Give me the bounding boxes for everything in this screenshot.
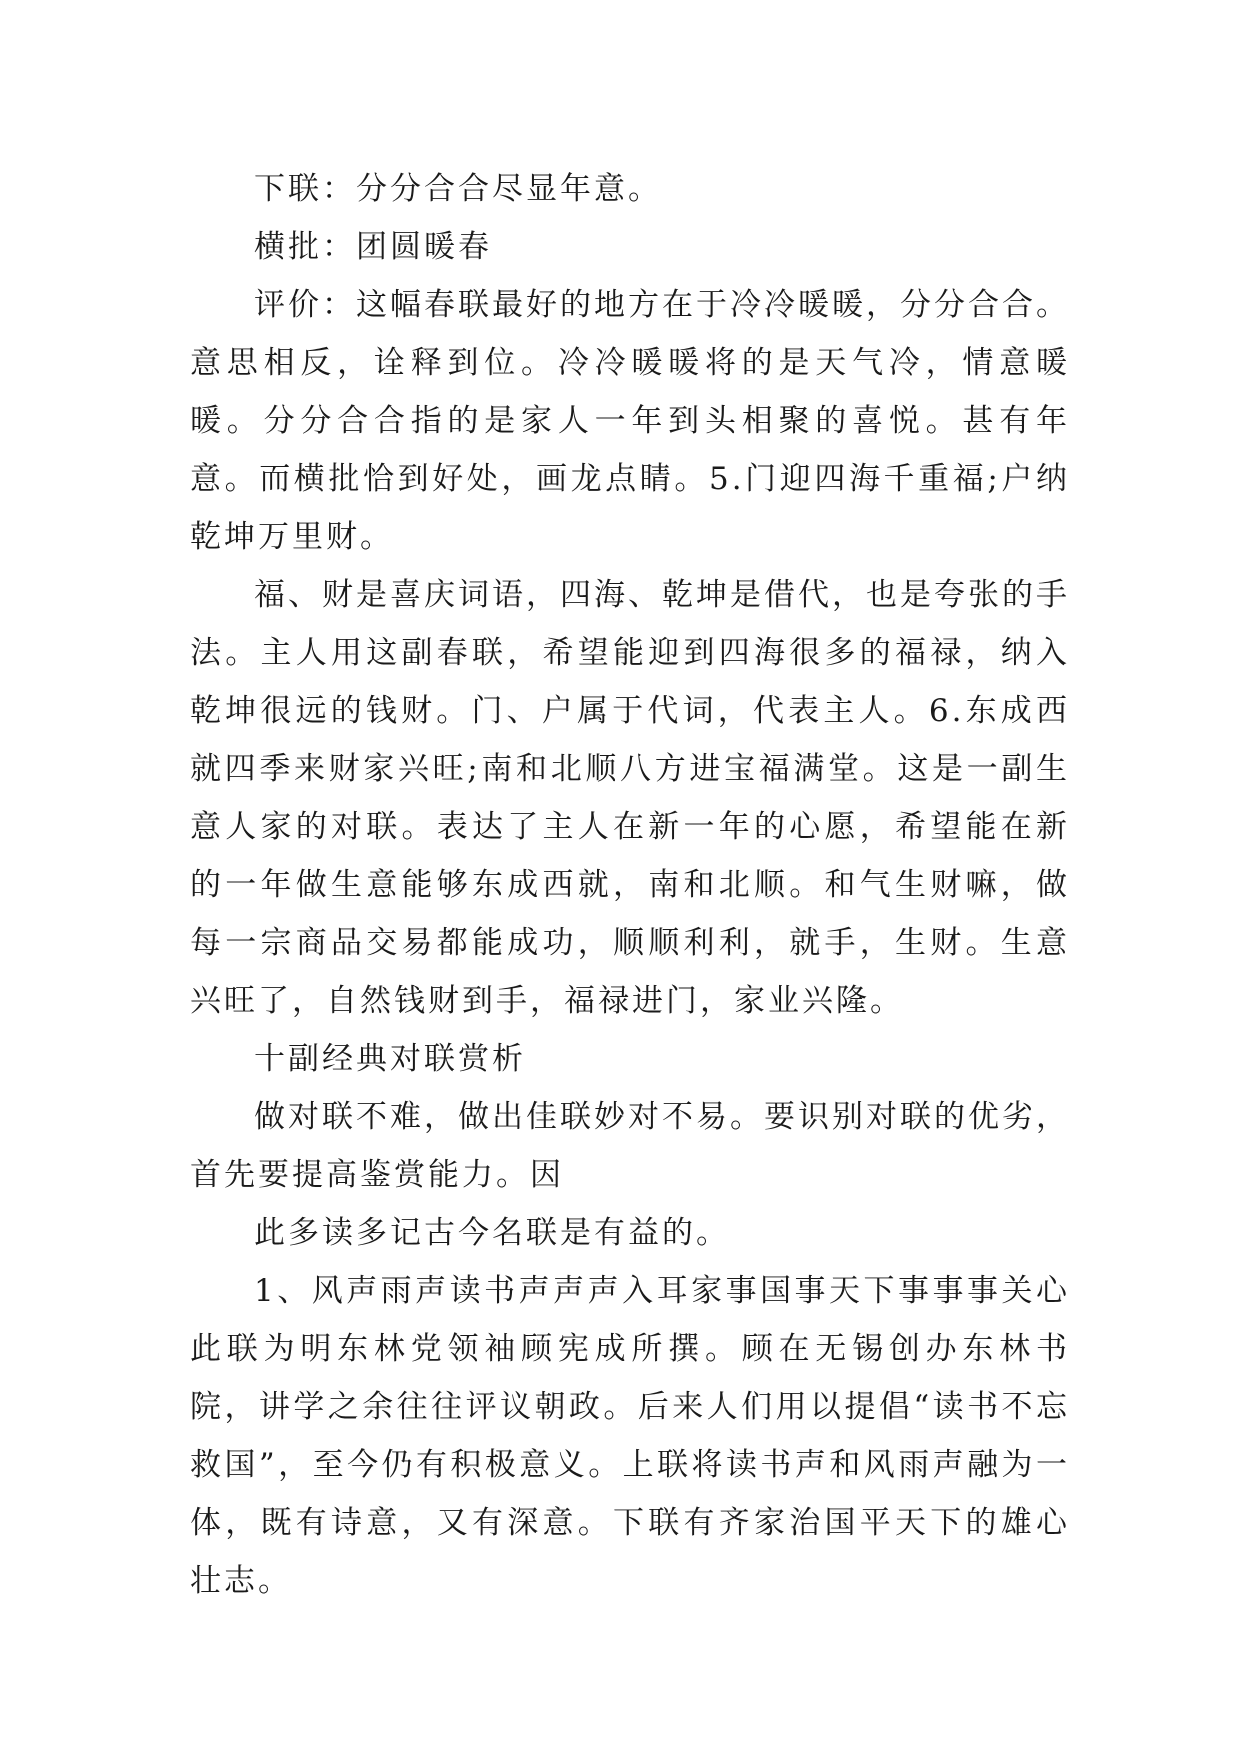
- paragraph: 此多读多记古今名联是有益的。: [254, 1215, 730, 1251]
- paragraph: 福、财是喜庆词语，四海、乾坤是借代，也是夸张的手法。主人用这副春联，希望能迎到四海很多的福禄，纳入乾坤很远的钱财。门、户属于代词，代表主人。6.东成西就四季来财家兴旺;南和北顺八方进宝福满堂。这是一副生意人家的对联。表达了主人在新一年的心愿，希望能在新的一年做生意能够东成西就，南和北顺。和气生财嘛，做每一宗商品交易都能成功，顺顺利利，就手，生财。生意兴旺了，自然钱财到手，福禄进门，家业兴隆。: [190, 577, 1070, 1019]
- paragraph: 横批：团圆暖春: [254, 229, 492, 265]
- document-body: [190, 160, 1070, 1610]
- paragraph: 1、风声雨声读书声声声入耳家事国事天下事事事关心此联为明东林党领袖顾宪成所撰。顾在无锡创办东林书院，讲学之余往往评议朝政。后来人们用以提倡“读书不忘救国”，至今仍有积极意义。上联将读书声和风雨声融为一体，既有诗意，又有深意。下联有齐家治国平天下的雄心壮志。: [190, 1273, 1070, 1599]
- paragraph: 评价：这幅春联最好的地方在于冷冷暖暖，分分合合。意思相反，诠释到位。冷冷暖暖将的是天气冷，情意暖暖。分分合合指的是家人一年到头相聚的喜悦。甚有年意。而横批恰到好处，画龙点睛。5.门迎四海千重福;户纳乾坤万里财。: [190, 287, 1070, 555]
- paragraph: 下联：分分合合尽显年意。: [254, 171, 662, 207]
- paragraph: 做对联不难，做出佳联妙对不易。要识别对联的优劣，首先要提高鉴赏能力。因: [190, 1099, 1070, 1193]
- section-heading: 十副经典对联赏析: [254, 1041, 526, 1077]
